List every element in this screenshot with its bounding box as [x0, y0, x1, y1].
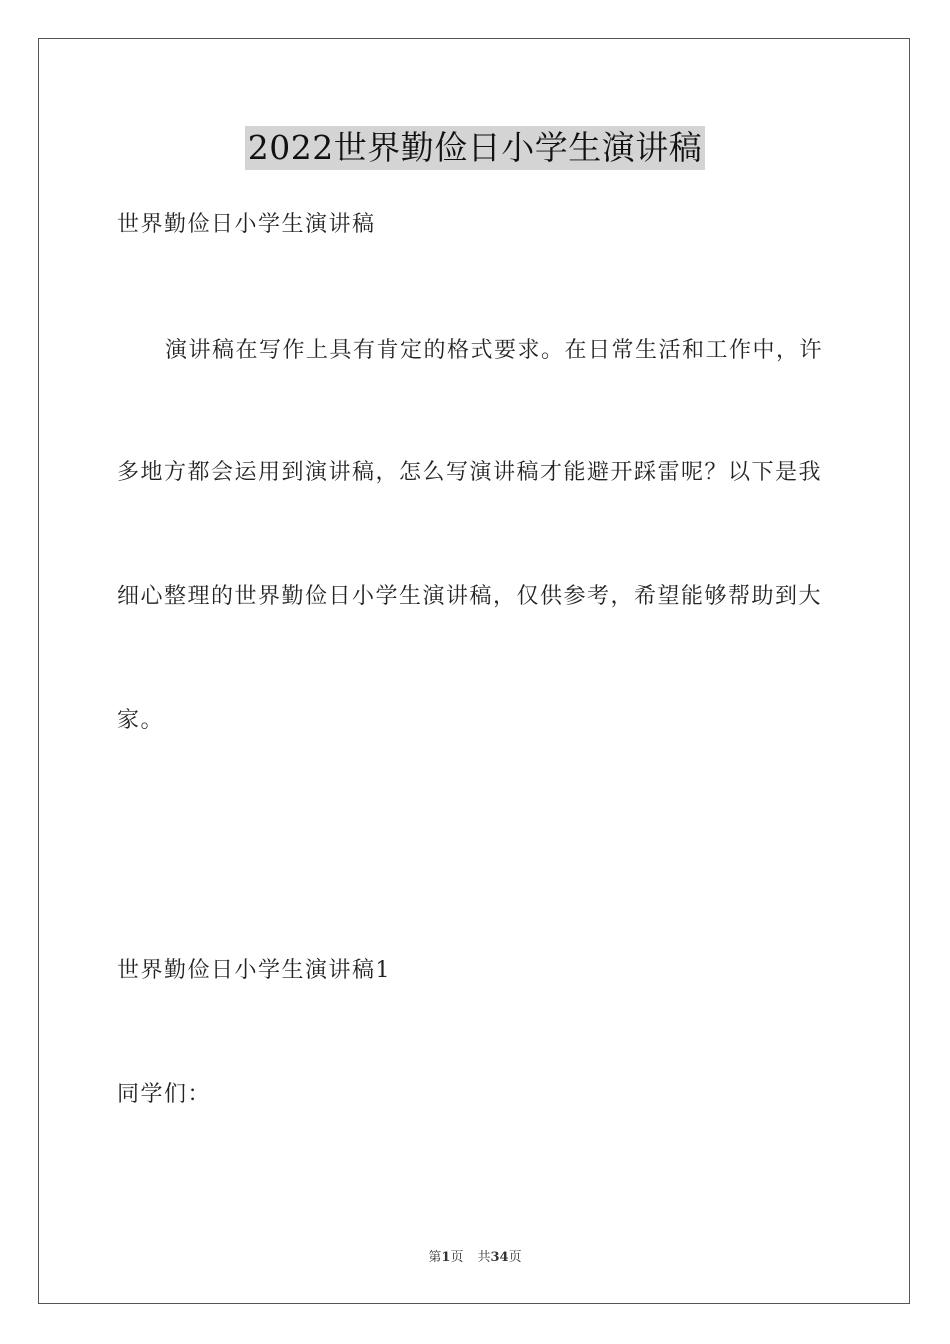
document-subtitle: 世界勤俭日小学生演讲稿	[117, 212, 376, 237]
greeting: 同学们：	[117, 1082, 212, 1107]
intro-line-2: 多地方都会运用到演讲稿，怎么写演讲稿才能避开踩雷呢？以下是我	[117, 460, 823, 485]
document-title: 2022世界勤俭日小学生演讲稿	[245, 126, 705, 170]
footer-page-number: 1	[441, 1250, 451, 1265]
footer-total-suffix: 页	[508, 1250, 522, 1265]
footer-page-suffix: 页	[450, 1250, 464, 1265]
section-heading: 世界勤俭日小学生演讲稿1	[117, 958, 391, 983]
intro-line-4: 家。	[117, 708, 165, 733]
intro-line-3: 细心整理的世界勤俭日小学生演讲稿，仅供参考，希望能够帮助到大	[117, 584, 823, 609]
footer-total-prefix: 共	[477, 1250, 491, 1265]
footer-total-pages: 34	[490, 1250, 509, 1265]
page-footer	[0, 1246, 950, 1265]
footer-page-prefix: 第	[428, 1250, 442, 1265]
title-container	[0, 126, 950, 170]
intro-line-1: 演讲稿在写作上具有肯定的格式要求。在日常生活和工作中，许	[165, 338, 824, 363]
